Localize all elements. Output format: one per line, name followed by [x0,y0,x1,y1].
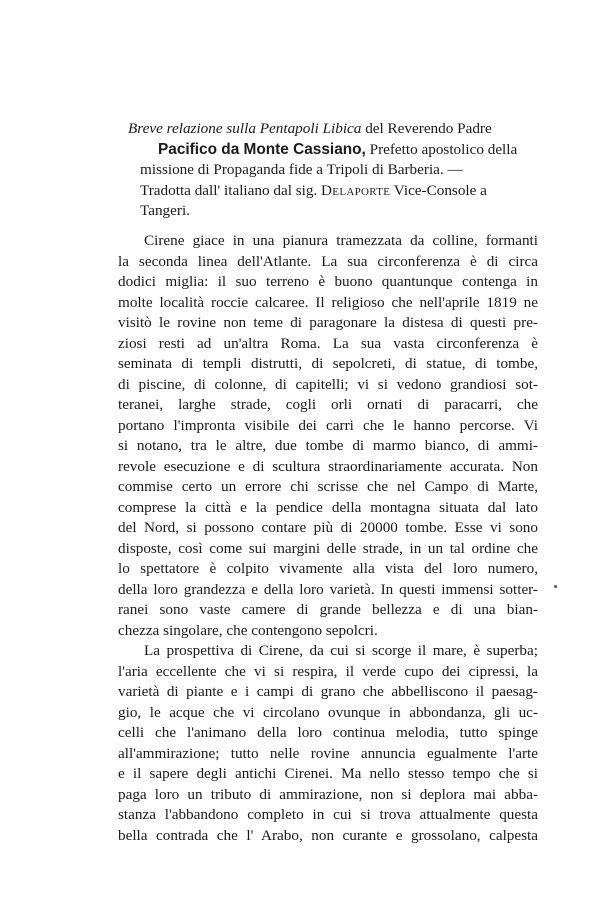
heading-line-5: Tangeri. [140,202,190,220]
body-line: disposte, così come sui margini delle strade, in un tal ordine che [118,539,538,557]
body-line: del Nord, si possono contare più di 20000 tombe. Esse vi sono [118,519,538,536]
body-line: seminata di templi distrutti, di sepolcreti, di statue, di tombe, [118,355,538,372]
body-line: La prospettiva di Cirene, da cui si scorge il mare, è superba; [144,642,538,659]
body-line: celli che l'animano della loro continua melodia, tutto spinge [118,724,538,741]
heading-line-4-pre: Tradotta dall' italiano dal sig. [140,181,322,199]
paragraph-1 [118,231,538,641]
body-line: di piscine, di colonne, di capitelli; vi si vedono grandiosi sot- [118,375,538,393]
body-line: e il sapere degli antichi Cirenei. Ma nello stesso tempo che si [118,765,538,782]
heading-title-italic: Breve relazione sulla Pentapoli Libica [128,120,362,137]
body-line: della loro grandezza e della loro varietà. In questi immensi sotter- [118,580,538,598]
body-line: l'aria eccellente che vi si respira, il verde cupo dei cipressi, la [118,662,538,680]
body-line: dodici miglia: il suo terreno è buono quantunque contenga in [118,273,538,290]
margin-speck [554,585,557,588]
body-line: chezza singolare, che contengono sepolcri. [118,621,378,639]
body-line: all'ammirazione; tutto nelle rovine annuncia egualmente l'arte [118,744,538,762]
body-line: visitò le rovine non teme di paragonare la distesa di questi pre- [118,314,538,331]
article-heading [118,119,538,222]
body-line: Cirene giace in una pianura tramezzata da colline, formanti [144,232,538,249]
body-line: varietà di piante e i campi di grano che abbelliscono il paesag- [118,683,538,700]
heading-line-1-rest: del Reverendo Padre [361,120,492,137]
body-line: stanza l'abbandono completo in cui si trova attualmente questa [118,806,538,823]
body-line: paga loro un tributo di ammirazione, non si deplora mai abba- [118,785,538,803]
article-body [118,231,538,846]
body-line: si notano, tra le altre, due tombe di marmo bianco, di ammi- [118,437,538,454]
translator-name: Delaporte [321,181,391,199]
body-line: comprese la città e la pendice della montagna situata dal lato [118,498,538,516]
body-line: commise certo un errore chi scrisse che nel Campo di Marte, [118,478,538,495]
paragraph-2 [118,641,538,846]
author-name: Pacifico da Monte Cassiano, [158,140,366,158]
body-line: bella contrada che l' Arabo, non curante e grossolano, calpesta [118,826,538,844]
body-line: ziosi resti ad un'altra Roma. La sua vasta circonferenza è [118,334,538,352]
heading-line-1 [118,119,538,140]
heading-line-4-post: Vice-Console a [390,181,487,199]
heading-line-3: missione di Propaganda fide a Tripoli di Barberia. — [140,161,463,179]
body-line: teranei, larghe strade, cogli orli ornati di paracarri, che [118,396,538,413]
body-line: ranei sono vaste camere di grande bellezza e di una bian- [118,601,538,618]
body-line: la seconda linea dell'Atlante. La sua circonferenza è di circa [118,252,538,270]
body-line: portano l'impronta visibile dei carri che le hanno percorse. Vi [118,416,538,434]
body-line: molte località roccie calcaree. Il religioso che nell'aprile 1819 ne [118,293,538,311]
heading-line-2 [118,140,538,161]
body-line: revole esecuzione e di scultura straordinariamente accurata. Non [118,457,538,475]
body-line: gio, le acque che vi circolano ovunque in abbondanza, gli uc- [118,703,538,721]
body-line: lo spettatore è colpito vivamente alla vista del loro numero, [118,560,538,577]
heading-line-2-rest: Prefetto apostolico della [365,140,518,158]
heading-line-4 [118,181,538,202]
